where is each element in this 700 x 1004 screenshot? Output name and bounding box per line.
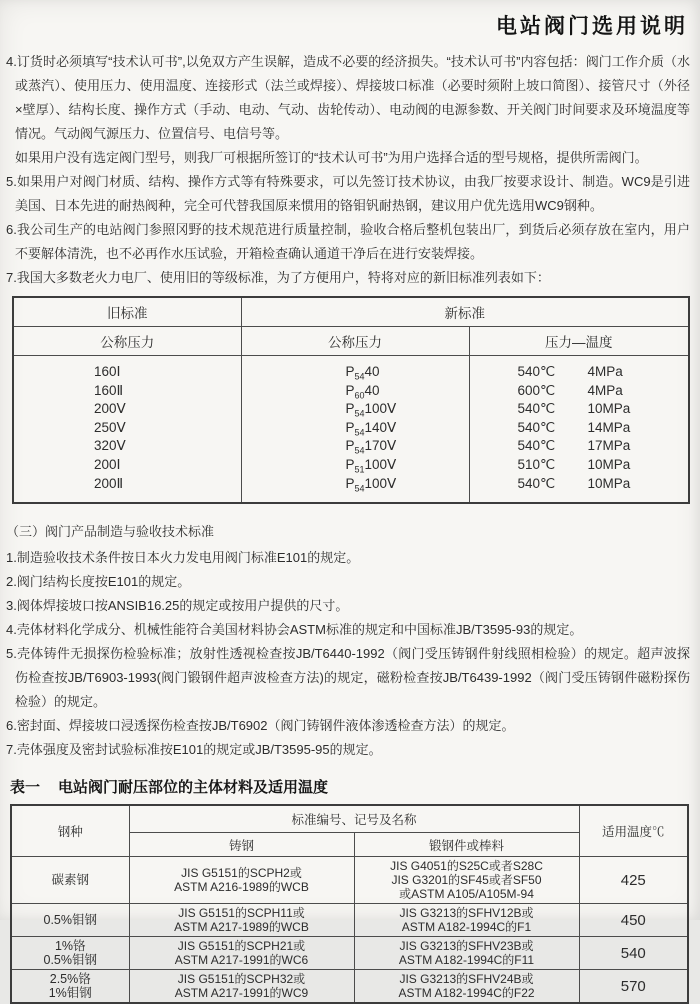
materials-table (10, 804, 689, 1004)
temperature-cell: 425 (579, 857, 688, 904)
materials-table-caption-label: 表一 (10, 779, 41, 797)
pressure-temperature-value: 540℃ 10MPa (517, 401, 631, 417)
page-title: 电站阀门选用说明 (496, 15, 688, 38)
section-three-item-6: 6.密封面、焊接坡口浸透探伤检查按JB/T6902（阀门铸钢件液体渗透检查方法）的规定。 (6, 718, 515, 734)
old-standard-value: 160Ⅱ (94, 382, 124, 398)
new-standard-value: $P_{60}40$ (345, 382, 380, 401)
table-row (11, 904, 688, 937)
temperature-cell: 540 (579, 937, 688, 970)
table-row (11, 970, 688, 1004)
cast-steel-header: 铸钢 (129, 833, 354, 857)
old-standard-value: 320Ⅴ (94, 438, 126, 454)
materials-table-caption-text: 电站阀门耐压部位的主体材料及适用温度 (58, 779, 329, 797)
paragraph-5: 5.如果用户对阀门材质、结构、操作方式等有特殊要求，可以先签订技术协议，由我厂按要求设计、制造。WC9是引进美国、日本先进的耐热阀种，完全可代替我国原来惯用的铬钼钒耐热钢，建议用户优先选用WC9钢种。 (6, 174, 690, 213)
forged-steel-cell: JIS G3213的SFHV24B或 ASTM A182-1994C的F22 (354, 970, 579, 1004)
old-standard-header: 旧标准 (13, 297, 241, 327)
temperature-cell: 570 (579, 970, 688, 1004)
old-standard-value: 200Ⅱ (94, 475, 124, 491)
steel-type-cell: 0.5%钼钢 (11, 904, 129, 937)
forged-steel-header: 锻钢件或棒料 (354, 833, 579, 857)
pressure-temperature-value: 510℃ 10MPa (517, 456, 631, 472)
new-standard-value: $P_{54}140Ⅴ$ (345, 419, 397, 438)
section-three-item-2: 2.阀门结构长度按E101的规定。 (6, 574, 191, 590)
cast-steel-cell: JIS G5151的SCPH2或 ASTM A216-1989的WCB (129, 857, 354, 904)
temperature-cell: 450 (579, 904, 688, 937)
new-standard-value: $P_{54}100Ⅴ$ (345, 475, 397, 494)
section-three-item-5: 5.壳体铸件无损探伤检验标准；放射性透视检查按JB/T6440-1992（阀门受压铸钢件射线照相检验）的规定。超声波探伤检查按JB/T6903-1993(阀门锻钢件超声波检查方法)的规定，磁粉检查按JB/T6439-1992（阀门受压铸钢件磁粉探伤检验）的规定。 (6, 646, 690, 710)
table-row (11, 857, 688, 904)
pressure-temperature-header: 压力—温度 (469, 327, 689, 356)
new-standard-value: $P_{54}100Ⅴ$ (345, 401, 397, 419)
steel-type-cell: 碳素钢 (11, 857, 129, 904)
forged-steel-cell: JIS G3213的SFHV12B或 ASTM A182-1994C的F1 (354, 904, 579, 937)
forged-steel-cell: JIS G3213的SFHV23B或 ASTM A182-1994C的F11 (354, 937, 579, 970)
old-standard-value: 160Ⅰ (94, 364, 121, 379)
standards-comparison-table (12, 296, 690, 504)
steel-type-header: 钢种 (11, 805, 129, 857)
table-row (11, 937, 688, 970)
pressure-temperature-value: 540℃ 10MPa (517, 475, 631, 491)
old-standard-value: 200Ⅴ (94, 401, 126, 417)
paragraph-4-continued: 如果用户没有选定阀门型号，则我厂可根据所签订的“技术认可书”为用户选择合适的型号规格，提供所需阀门。 (15, 150, 648, 165)
section-three-heading: （三）阀门产品制造与验收技术标准 (6, 524, 215, 540)
steel-type-cell: 2.5%铬 1%钼钢 (11, 970, 129, 1004)
old-standard-column (13, 356, 241, 504)
forged-steel-cell: JIS G4051的S25C或者S28C JIS G3201的SF45或者SF50 或ASTM A105/A105M-94 (354, 857, 579, 904)
pressure-temperature-value: 540℃ 17MPa (517, 438, 631, 454)
applicable-temperature-header: 适用温度℃ (579, 805, 688, 857)
cast-steel-cell: JIS G5151的SCPH11或 ASTM A217-1989的WCB (129, 904, 354, 937)
new-standard-header: 新标准 (241, 297, 689, 327)
new-standard-column (241, 356, 469, 504)
paragraph-6: 6.我公司生产的电站阀门参照冈野的技术规范进行质量控制，验收合格后整机包装出厂，到货后必须存放在室内，用户不要解体清洗，也不必再作水压试验，开箱检查确认通道干净后在进行安装焊接。 (6, 222, 690, 261)
section-three-item-4: 4.壳体材料化学成分、机械性能符合美国材料协会ASTM标准的规定和中国标准JB/T3595-93的规定。 (6, 622, 583, 638)
pressure-temperature-column (469, 356, 689, 504)
paragraph-7: 7.我国大多数老火力电厂、使用旧的等级标准，为了方便用户，特将对应的新旧标准列表如下： (6, 270, 550, 285)
cast-steel-cell: JIS G5151的SCPH21或 ASTM A217-1991的WC6 (129, 937, 354, 970)
old-standard-value: 200Ⅰ (94, 456, 121, 472)
pressure-temperature-value: 600℃ 4MPa (517, 382, 623, 398)
section-three-item-1: 1.制造验收技术条件按日本火力发电用阀门标准E101的规定。 (6, 550, 360, 566)
materials-table-caption (10, 776, 690, 797)
pressure-temperature-value: 540℃ 4MPa (517, 364, 623, 379)
paragraph-4: 4.订货时必须填写“技术认可书”,以免双方产生误解，造成不必要的经济损失。“技术认可书”内容包括：阀门工作介质（水或蒸汽）、使用压力、使用温度、连接形式（法兰或焊接）、焊接坡口标准（必要时须附上坡口简图）、接管尺寸（外径×壁厚）、结构长度、操作方式（手动、电动、气动、齿轮传动）、电动阀的电源参数、开关阀门时间要求及环境温度等情况。气动阀气源压力、位置信号、电信号等。 (6, 54, 690, 141)
new-standard-value: $P_{51}100Ⅴ$ (345, 456, 397, 475)
new-nominal-pressure-header: 公称压力 (241, 327, 469, 356)
old-nominal-pressure-header: 公称压力 (13, 327, 241, 356)
cast-steel-cell: JIS G5151的SCPH32或 ASTM A217-1991的WC9 (129, 970, 354, 1004)
old-standard-value: 250Ⅴ (94, 419, 126, 435)
new-standard-value: $P_{54}40$ (345, 364, 380, 382)
section-three-item-3: 3.阀体焊接坡口按ANSIB16.25的规定或按用户提供的尺寸。 (6, 598, 349, 614)
section-three-item-7: 7.壳体强度及密封试验标准按E101的规定或JB/T3595-95的规定。 (6, 742, 382, 758)
pressure-temperature-value: 540℃ 14MPa (517, 419, 631, 435)
new-standard-value: $P_{54}170Ⅴ$ (345, 438, 397, 457)
steel-type-cell: 1%铬 0.5%钼钢 (11, 937, 129, 970)
standard-number-header: 标准编号、记号及名称 (129, 805, 579, 833)
